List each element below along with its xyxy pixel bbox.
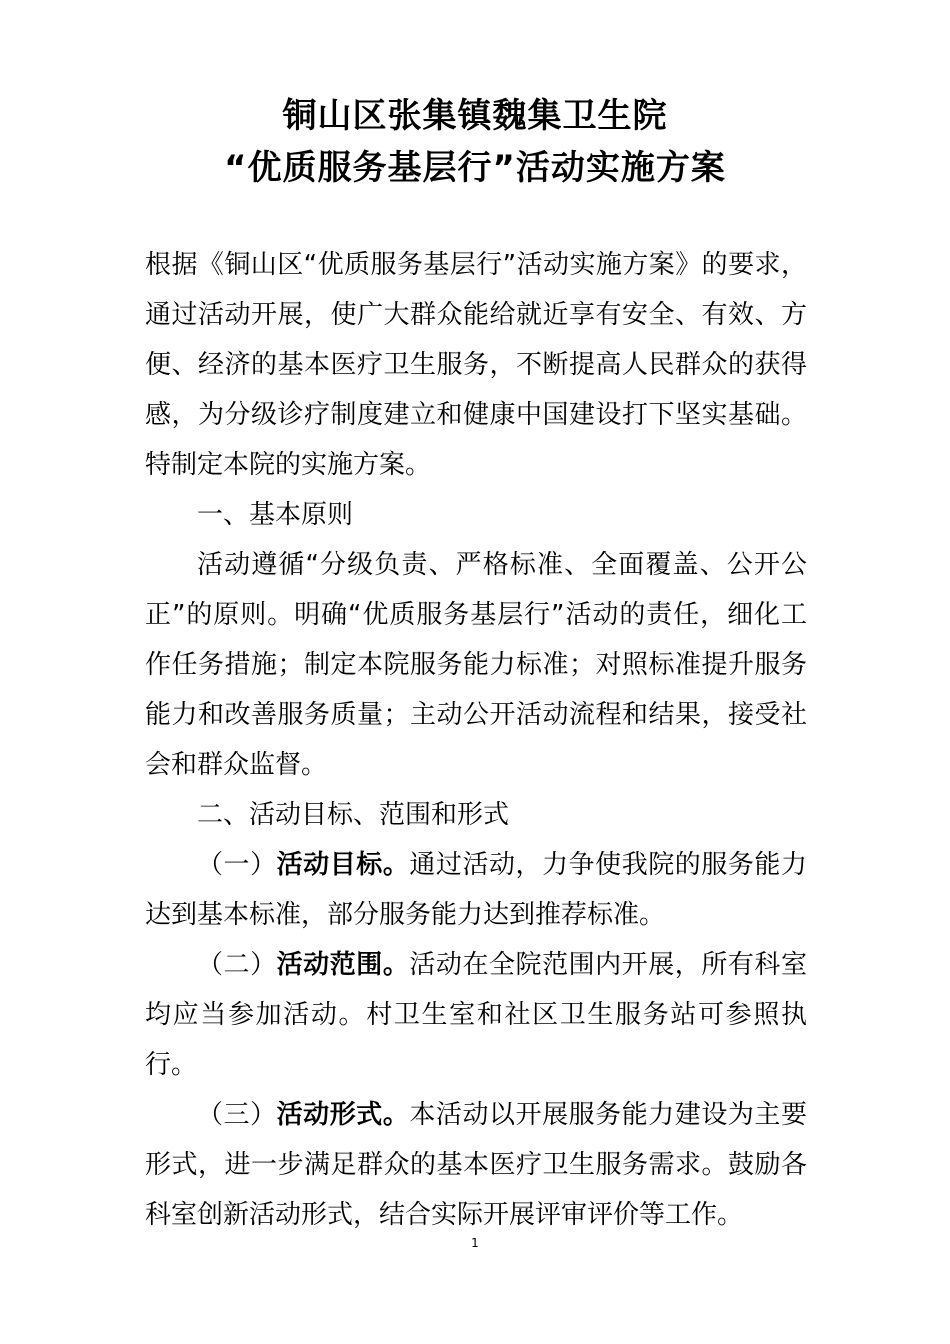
item-number: （二） — [197, 950, 277, 980]
section2-item-scope — [145, 940, 807, 1090]
intro-paragraph: 根据《铜山区“优质服务基层行”活动实施方案》的要求，通过活动开展，使广大群众能给就近享有安全、有效、方便、经济的基本医疗卫生服务，不断提高人民群众的获得感，为分级诊疗制度建立和健康中国建设打下坚实基础。特制定本院的实施方案。 — [145, 250, 807, 480]
item-number: （三） — [197, 1100, 277, 1130]
section2-item-form — [145, 1090, 807, 1240]
item-lead: 活动目标。 — [276, 850, 410, 880]
section1-paragraph: 活动遵循“分级负责、严格标准、全面覆盖、公开公正”的原则。明确“优质服务基层行”活动的责任，细化工作任务措施；制定本院服务能力标准；对照标准提升服务能力和改善服务质量；主动公开活动流程和结果，接受社会和群众监督。 — [145, 550, 807, 780]
section1-heading: 一、基本原则 — [197, 500, 354, 530]
item-lead: 活动范围。 — [276, 950, 410, 980]
page-number: 1 — [471, 1236, 479, 1250]
item-number: （一） — [197, 850, 277, 880]
item-text: 活动在全院范围内开展，所有科室均应当参加活动。村卫生室和社区卫生服务站可参照执行。 — [145, 950, 807, 1080]
document-title-line2: “优质服务基层行”活动实施方案 — [224, 148, 726, 188]
section2-heading: 二、活动目标、范围和形式 — [197, 800, 510, 830]
section2-item-goal — [145, 840, 807, 940]
document-title-line1: 铜山区张集镇魏集卫生院 — [282, 96, 668, 136]
item-text: 本活动以开展服务能力建设为主要形式，进一步满足群众的基本医疗卫生服务需求。鼓励各科室创新活动形式，结合实际开展评审评价等工作。 — [145, 1100, 807, 1230]
document-body — [145, 240, 807, 1240]
item-text: 通过活动，力争使我院的服务能力达到基本标准，部分服务能力达到推荐标准。 — [145, 850, 807, 930]
item-lead: 活动形式。 — [276, 1100, 410, 1130]
